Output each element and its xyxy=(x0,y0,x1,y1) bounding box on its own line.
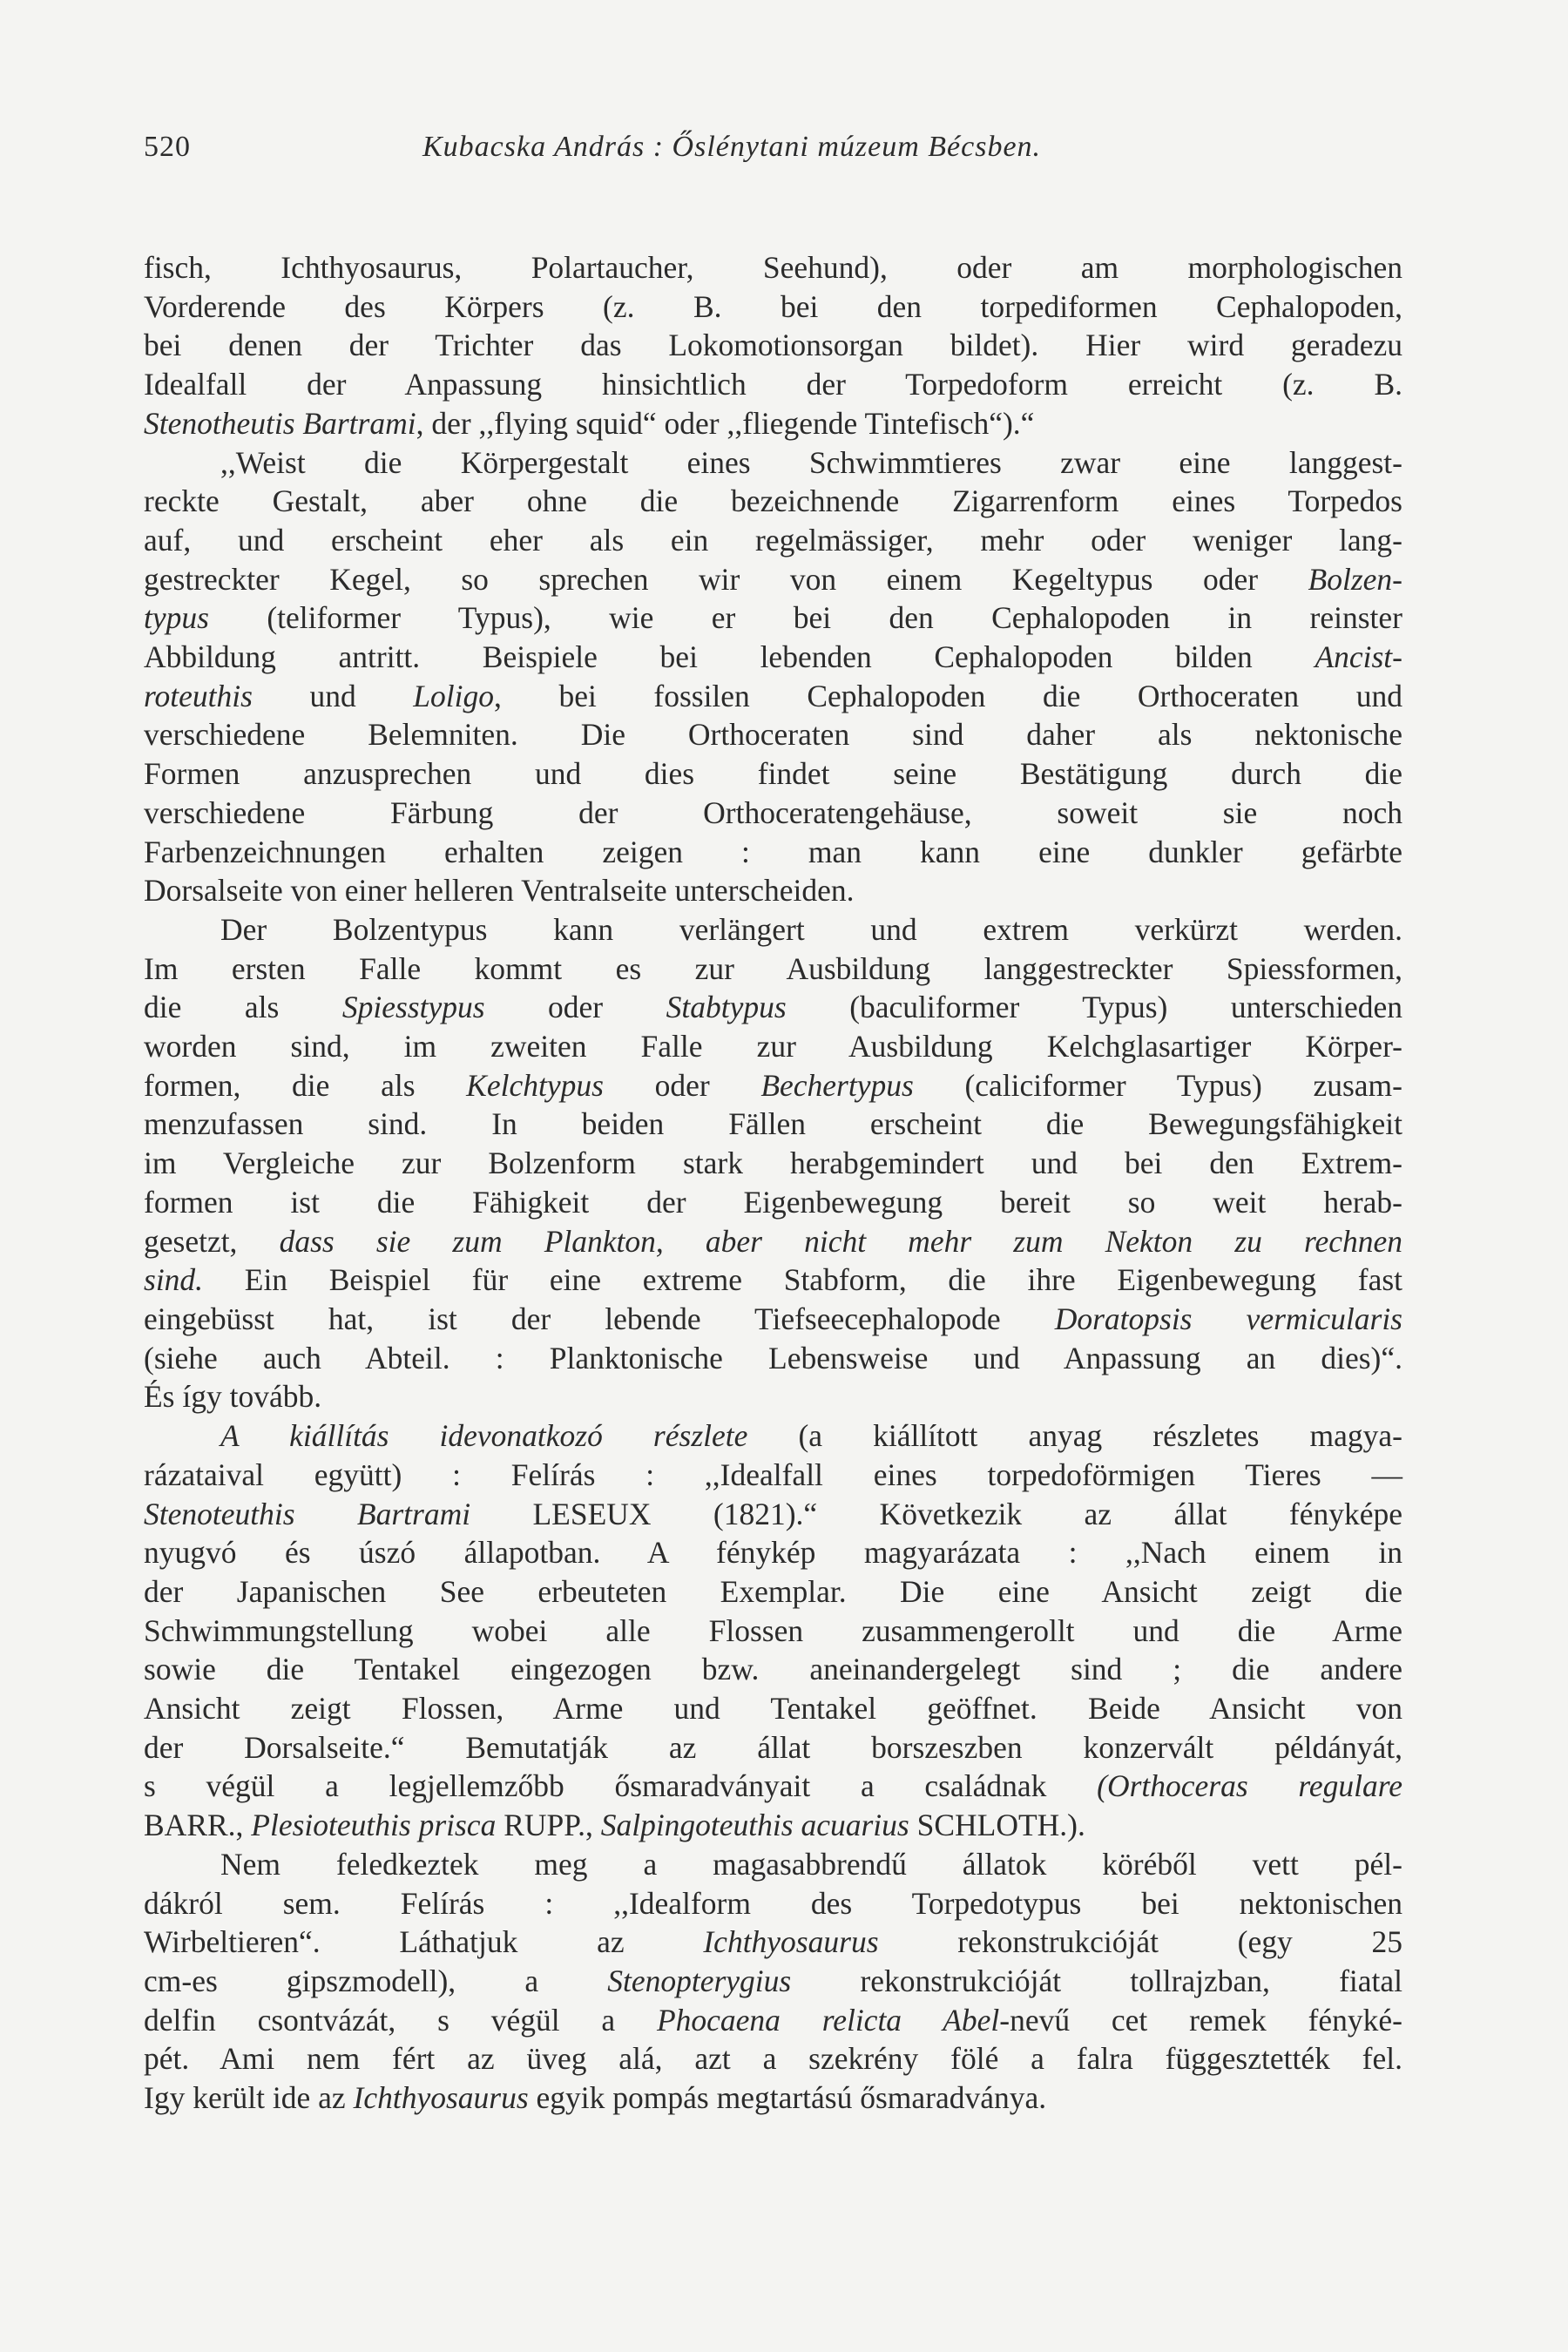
italic-text: Bechertypus xyxy=(760,1067,914,1103)
text-line xyxy=(144,1377,1402,1416)
text-run: , der ,,flying squid“ oder ,,fliegende Tintefisch“).“ xyxy=(416,405,1035,441)
text-line xyxy=(144,1416,1402,1456)
text-run: (a kiállított anyag részletes magya- xyxy=(747,1418,1403,1454)
text-line xyxy=(144,1495,1402,1534)
text-line xyxy=(144,1923,1402,1962)
text-run: Igy került ide az xyxy=(144,2080,354,2116)
text-line xyxy=(144,1612,1402,1651)
italic-text: (Orthoceras regulare xyxy=(1097,1768,1403,1804)
italic-text: sind. xyxy=(144,1262,204,1298)
text-line xyxy=(144,1806,1402,1845)
text-run: Ein Beispiel für eine extreme Stabform, die ihre Eigenbewegung fast xyxy=(203,1262,1402,1298)
text-line xyxy=(144,1689,1402,1728)
text-line xyxy=(144,833,1402,872)
text-line xyxy=(144,2001,1402,2040)
text-run: sowie die Tentakel eingezogen bzw. aneinandergelegt sind ; die andere xyxy=(144,1652,1402,1687)
text-run: Abbildung antritt. Beispiele bei lebenden Cephalopoden bilden xyxy=(144,639,1315,675)
text-line xyxy=(144,2078,1402,2118)
text-run: BARR., xyxy=(144,1808,252,1843)
text-run: Formen anzusprechen und dies findet seine Bestätigung durch die xyxy=(144,756,1402,792)
italic-text: Stenotheutis Bartrami xyxy=(144,405,416,441)
text-line xyxy=(144,1650,1402,1689)
text-line xyxy=(144,1183,1402,1222)
text-run: nyugvó és úszó állapotban. A fénykép magyarázata : ,,Nach einem in xyxy=(144,1535,1402,1571)
italic-text: Ichthyosaurus xyxy=(353,2080,529,2116)
text-line xyxy=(144,443,1402,483)
paragraph xyxy=(144,248,1402,443)
text-line xyxy=(144,950,1402,989)
text-run: formen, die als xyxy=(144,1067,467,1103)
text-run: Dorsalseite von einer helleren Ventralseite unterscheiden. xyxy=(144,873,855,909)
text-run: (caliciformer Typus) zusam- xyxy=(913,1067,1402,1103)
italic-text: A kiállítás idevonatkozó részlete xyxy=(220,1418,748,1454)
text-run: gestreckter Kegel, so sprechen wir von einem Kegeltypus oder xyxy=(144,561,1308,597)
text-line xyxy=(144,1144,1402,1183)
text-run: auf, und erscheint eher als ein regelmässiger, mehr oder weniger lang- xyxy=(144,522,1402,558)
text-line xyxy=(144,1300,1402,1339)
italic-text: Spiesstypus xyxy=(341,990,485,1025)
text-run: (teliformer Typus), wie er bei den Cephalopoden in reinster xyxy=(208,600,1402,636)
text-run: Idealfall der Anpassung hinsichtlich der Torpedoform erreicht (z. B. xyxy=(144,367,1402,402)
text-run: , bei fossilen Cephalopoden die Orthoceraten und xyxy=(494,678,1402,713)
paragraph xyxy=(144,1416,1402,1845)
text-run: LESEUX (1821).“ Következik az állat fényképe xyxy=(470,1496,1403,1531)
text-run: oder xyxy=(484,990,666,1025)
italic-text: Loligo xyxy=(413,678,495,713)
text-line xyxy=(144,521,1402,560)
text-line xyxy=(144,1572,1402,1612)
text-run: eingebüsst hat, ist der lebende Tiefseecephalopode xyxy=(144,1301,1055,1336)
italic-text: Ancist- xyxy=(1315,639,1402,675)
text-run: verschiedene Färbung der Orthoceratengehäuse, soweit sie noch xyxy=(144,794,1402,830)
text-line xyxy=(144,2039,1402,2078)
text-run: fisch, Ichthyosaurus, Polartaucher, Seehund), oder am morphologischen xyxy=(144,250,1402,285)
text-line xyxy=(144,1027,1402,1066)
text-run: s végül a legjellemzőbb ősmaradványait a családnak xyxy=(144,1768,1098,1804)
text-run: rekonstrukcióját (egy 25 xyxy=(878,1924,1402,1960)
text-run: RUPP., xyxy=(496,1808,601,1843)
page-header xyxy=(144,131,1416,174)
italic-text: Stabtypus xyxy=(666,990,787,1025)
text-run: pét. Ami nem fért az üveg alá, azt a szekrény fölé a falra függesztették fel. xyxy=(144,2041,1402,2077)
text-line xyxy=(144,910,1402,950)
text-line xyxy=(144,560,1402,599)
text-run: formen ist die Fähigkeit der Eigenbewegung bereit so weit herab- xyxy=(144,1184,1402,1220)
italic-text: Stenoteuthis Bartrami xyxy=(144,1496,471,1531)
text-run: (siehe auch Abteil. : Planktonische Lebensweise und Anpassung an dies)“. xyxy=(144,1340,1402,1375)
text-line xyxy=(144,1884,1402,1923)
italic-text: Doratopsis vermicularis xyxy=(1054,1301,1402,1336)
page-number: 520 xyxy=(144,131,191,163)
italic-text: Salpingoteuthis acuarius xyxy=(600,1808,909,1843)
text-line xyxy=(144,988,1402,1027)
text-line xyxy=(144,1260,1402,1300)
text-run: Im ersten Falle kommt es zur Ausbildung langgestreckter Spiessformen, xyxy=(144,950,1402,986)
text-run: Schwimmungstellung wobei alle Flossen zusammengerollt und die Arme xyxy=(144,1612,1402,1648)
text-run: gesetzt, xyxy=(144,1223,280,1259)
italic-text: Stenopterygius xyxy=(607,1963,792,1998)
text-run: ,,Weist die Körpergestalt eines Schwimmtieres zwar eine langgest- xyxy=(220,444,1402,480)
text-line xyxy=(144,677,1402,716)
text-run: rekonstrukcióját tollrajzban, fiatal xyxy=(791,1963,1402,1998)
text-run: dákról sem. Felírás : ,,Idealform des Torpedotypus bei nektonischen xyxy=(144,1885,1402,1921)
text-run: delfin csontvázát, s végül a xyxy=(144,2002,657,2038)
text-run: Wirbeltieren“. Láthatjuk az xyxy=(144,1924,704,1960)
italic-text: typus xyxy=(144,600,209,636)
text-run: Farbenzeichnungen erhalten zeigen : man kann eine dunkler gefärbte xyxy=(144,834,1402,869)
text-run: Vorderende des Körpers (z. B. bei den torpediformen Cephalopoden, xyxy=(144,288,1402,324)
text-run: egyik pompás megtartású ősmaradványa. xyxy=(528,2080,1047,2116)
text-line xyxy=(144,482,1402,521)
text-line xyxy=(144,365,1402,404)
text-run: worden sind, im zweiten Falle zur Ausbildung Kelchglasartiger Körper- xyxy=(144,1029,1402,1064)
text-line xyxy=(144,1533,1402,1572)
text-line xyxy=(144,1456,1402,1495)
text-run: Ansicht zeigt Flossen, Arme und Tentakel geöffnet. Beide Ansicht von xyxy=(144,1691,1402,1727)
text-run: rázataival együtt) : Felírás : ,,Idealfall eines torpedoförmigen Tieres — xyxy=(144,1456,1402,1492)
text-run: bei denen der Trichter das Lokomotionsorgan bildet). Hier wird geradezu xyxy=(144,328,1402,363)
text-line xyxy=(144,248,1402,287)
text-line xyxy=(144,715,1402,754)
text-line xyxy=(144,1105,1402,1144)
text-line xyxy=(144,638,1402,677)
text-run: oder xyxy=(603,1067,761,1103)
italic-text: Ichthyosaurus xyxy=(703,1924,879,1960)
italic-text: Phocaena relicta Abel xyxy=(656,2002,1000,2038)
text-line xyxy=(144,1066,1402,1105)
text-run: der Dorsalseite.“ Bemutatják az állat borszeszben konzervált példányát, xyxy=(144,1729,1402,1765)
text-run: der Japanischen See erbeuteten Exemplar. Die eine Ansicht zeigt die xyxy=(144,1573,1402,1609)
text-line xyxy=(144,1728,1402,1767)
text-run: verschiedene Belemniten. Die Orthoceraten sind daher als nektonische xyxy=(144,717,1402,753)
text-line xyxy=(144,871,1402,910)
body-text xyxy=(144,248,1402,2118)
text-run: És így tovább. xyxy=(144,1379,322,1415)
text-run: und xyxy=(252,678,414,713)
italic-text: Plesioteuthis prisca xyxy=(251,1808,497,1843)
italic-text: roteuthis xyxy=(144,678,253,713)
text-run: SCHLOTH.). xyxy=(909,1808,1085,1843)
text-line xyxy=(144,1339,1402,1378)
text-line xyxy=(144,1845,1402,1884)
italic-text: dass sie zum Plankton, aber nicht mehr zum Nekton zu rechnen xyxy=(279,1223,1402,1259)
text-line xyxy=(144,1767,1402,1806)
text-line xyxy=(144,1962,1402,2001)
text-line xyxy=(144,287,1402,327)
text-line xyxy=(144,754,1402,794)
text-line xyxy=(144,326,1402,365)
text-run: im Vergleiche zur Bolzenform stark herabgemindert und bei den Extrem- xyxy=(144,1146,1402,1181)
text-line xyxy=(144,794,1402,833)
text-line xyxy=(144,598,1402,638)
italic-text: Kelchtypus xyxy=(466,1067,604,1103)
text-run: reckte Gestalt, aber ohne die bezeichnende Zigarrenform eines Torpedos xyxy=(144,483,1402,519)
text-run: Nem feledkeztek meg a magasabbrendű állatok köréből vett pél- xyxy=(220,1846,1402,1882)
text-run: die als xyxy=(144,990,342,1025)
text-line xyxy=(144,404,1402,443)
text-line xyxy=(144,1222,1402,1261)
text-run: menzufassen sind. In beiden Fällen erscheint die Bewegungsfähigkeit xyxy=(144,1106,1402,1142)
paragraph xyxy=(144,910,1402,1416)
text-run: cm-es gipszmodell), a xyxy=(144,1963,608,1998)
text-run: (baculiformer Typus) unterschieden xyxy=(786,990,1402,1025)
paragraph xyxy=(144,443,1402,910)
text-run: Der Bolzentypus kann verlängert und extrem verkürzt werden. xyxy=(220,911,1402,947)
text-run: -nevű cet remek fényké- xyxy=(999,2002,1402,2038)
running-title: Kubacska András : Őslénytani múzeum Bécsben. xyxy=(422,131,1042,163)
italic-text: Bolzen- xyxy=(1308,561,1402,597)
paragraph xyxy=(144,1845,1402,2118)
